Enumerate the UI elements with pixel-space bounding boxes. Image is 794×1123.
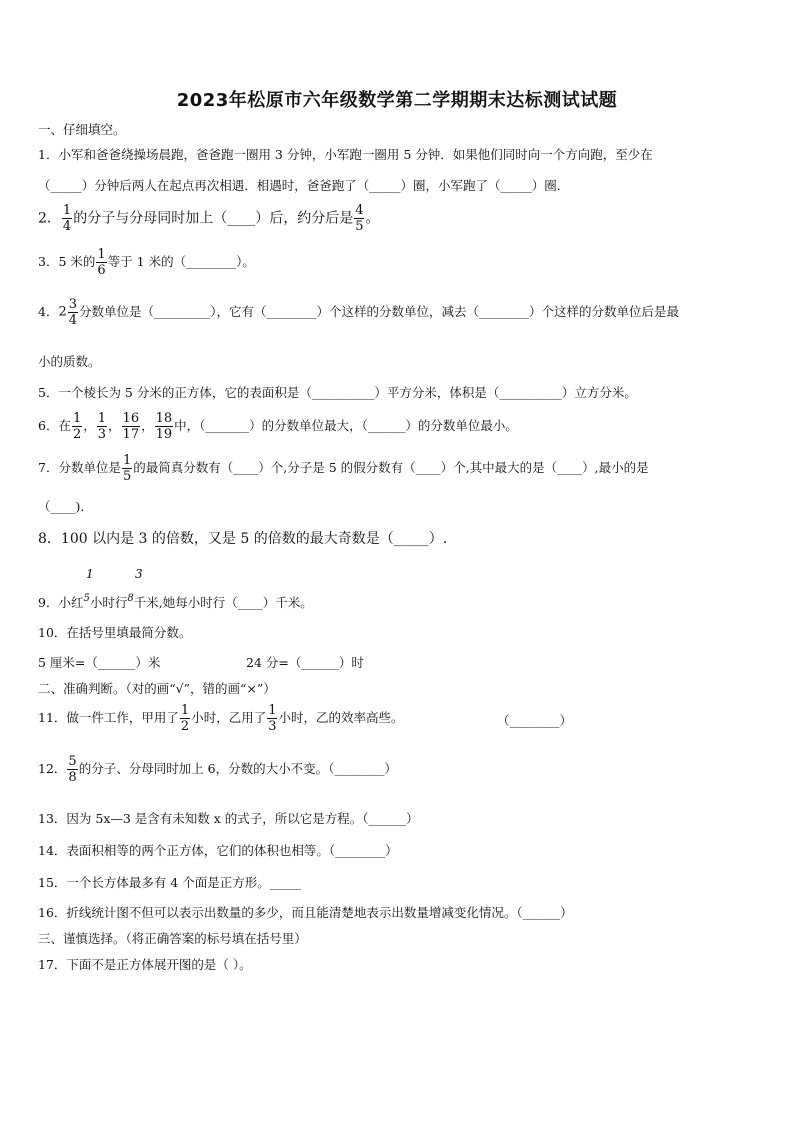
fraction: [122, 453, 132, 484]
question-7-text: 的最简真分数有（____）个,分子是 5 的假分数有（____）个,其中最大的是（____）,最小的是: [133, 460, 649, 475]
question-2-prefix: 2．: [38, 210, 61, 227]
question-7: [38, 453, 649, 484]
question-6-text: 中，（_______）的分数单位最大，（______）的分数单位最小。: [174, 418, 518, 433]
question-11-end: 小时，乙的效率高些。: [278, 710, 404, 725]
question-1-line-1: 1．小军和爸爸绕操场晨跑，爸爸跑一圈用 3 分钟，小军跑一圈用 5 分钟．如果他们同时向一个方向跑，至少在: [38, 147, 653, 162]
numerator: 1: [97, 411, 107, 426]
q9-denominator-2: 8: [127, 593, 134, 604]
fraction: [72, 411, 82, 442]
question-11-prefix: 11．做一件工作，甲用了: [38, 710, 179, 725]
question-9: [38, 590, 313, 612]
fraction: [96, 247, 106, 278]
numerator: 1: [97, 247, 106, 262]
separator: ，: [83, 418, 96, 433]
question-7-prefix: 7．分数单位是: [38, 460, 121, 475]
denominator: 5: [122, 469, 132, 484]
numerator: 1: [268, 703, 277, 718]
question-6: [38, 411, 518, 442]
question-4-line-2: 小的质数。: [38, 354, 101, 369]
numerator: 1: [72, 411, 82, 426]
denominator: 19: [155, 427, 173, 442]
q9-numerator-1: 1: [86, 567, 94, 581]
denominator: 4: [62, 219, 72, 234]
question-16: 16．折线统计图不但可以表示出数量的多少，而且能清楚地表示出数量增减变化情况。（______）: [38, 905, 573, 920]
fraction: [67, 754, 77, 785]
fraction: [354, 203, 364, 234]
fraction: [68, 297, 78, 328]
denominator: 8: [68, 770, 77, 785]
question-3-prefix: 3．5 米的: [38, 254, 96, 269]
question-2-text: 的分子与分母同时加上（____）后，约分后是: [73, 210, 354, 227]
question-8: 8．100 以内是 3 的倍数，又是 5 的倍数的最大奇数是（_____）.: [38, 531, 448, 547]
question-12: [38, 754, 397, 785]
question-2: [38, 203, 379, 234]
question-13: 13．因为 5x—3 是含有未知数 x 的式子，所以它是方程。（______）: [38, 811, 419, 826]
question-9-prefix: 9．小红: [38, 595, 84, 610]
section-3-heading: 三、谨慎选择。（将正确答案的标号填在括号里）: [38, 931, 307, 946]
separator: ，: [141, 418, 154, 433]
question-5: 5．一个棱长为 5 分米的正方体，它的表面积是（__________）平方分米，体积是（__________）立方分米。: [38, 385, 637, 400]
fraction: [62, 203, 72, 234]
question-11-mid: 小时，乙用了: [191, 710, 267, 725]
fraction: [155, 411, 174, 442]
fraction: [267, 703, 277, 734]
question-15: 15．一个长方体最多有 4 个面是正方形。_____: [38, 875, 302, 890]
numerator: 3: [68, 297, 78, 312]
question-10-part-a: 5 厘米=（______）米: [38, 655, 161, 670]
numerator: 16: [122, 411, 140, 426]
question-10-part-b: 24 分=（______）时: [246, 655, 364, 670]
numerator: 1: [62, 203, 72, 218]
section-1-heading: 一、仔细填空。: [38, 122, 126, 137]
numerator: 1: [180, 703, 190, 718]
separator: ，: [108, 418, 121, 433]
question-12-prefix: 12．: [38, 761, 67, 776]
question-4-prefix: 4．: [38, 304, 59, 319]
denominator: 5: [355, 219, 364, 234]
numerator: 5: [68, 754, 77, 769]
question-9-mid: 小时行: [89, 595, 128, 610]
question-11-answer-blank[interactable]: （________）: [497, 713, 573, 728]
question-4: [38, 297, 679, 328]
denominator: 6: [97, 263, 106, 278]
denominator: 2: [180, 719, 190, 734]
question-14: 14．表面积相等的两个正方体，它们的体积也相等。（________）: [38, 843, 398, 858]
q9-numerator-2: 3: [135, 567, 143, 581]
denominator: 17: [122, 427, 140, 442]
question-3: [38, 247, 255, 278]
numerator: 1: [122, 453, 132, 468]
question-17: 17．下面不是正方体展开图的是（ ）。: [38, 957, 252, 972]
fraction: [180, 703, 190, 734]
section-2-heading: 二、准确判断。（对的画“√”，错的画“×”）: [38, 681, 276, 696]
question-11: [38, 703, 404, 734]
numerator: 18: [155, 411, 173, 426]
question-2-end: 。: [365, 210, 380, 227]
denominator: 4: [68, 313, 78, 328]
question-3-text: 等于 1 米的（________）。: [107, 254, 255, 269]
question-1-line-2: （_____）分钟后两人在起点再次相遇．相遇时，爸爸跑了（_____）圈，小军跑了（_____）圈．: [38, 178, 570, 193]
denominator: 3: [97, 427, 107, 442]
fraction: [97, 411, 107, 442]
question-9-text: 千米,她每小时行（____）千米。: [133, 595, 313, 610]
denominator: 2: [72, 427, 82, 442]
fraction: [122, 411, 141, 442]
page-title: 2023年松原市六年级数学第二学期期末达标测试试题: [176, 90, 618, 111]
numerator: 4: [355, 203, 364, 218]
denominator: 3: [268, 719, 277, 734]
question-6-prefix: 6．在: [38, 418, 71, 433]
question-12-text: 的分子、分母同时加上 6，分数的大小不变。（________）: [78, 761, 397, 776]
question-7-line-2: （____).: [38, 499, 85, 514]
question-10: 10．在括号里填最简分数。: [38, 625, 192, 640]
q9-denominator-1: 5: [83, 593, 90, 604]
mixed-number-whole: 2: [58, 304, 67, 320]
question-4-text: 分数单位是（_________），它有（________）个这样的分数单位，减去（________）个这样的分数单位后是最: [79, 304, 680, 319]
